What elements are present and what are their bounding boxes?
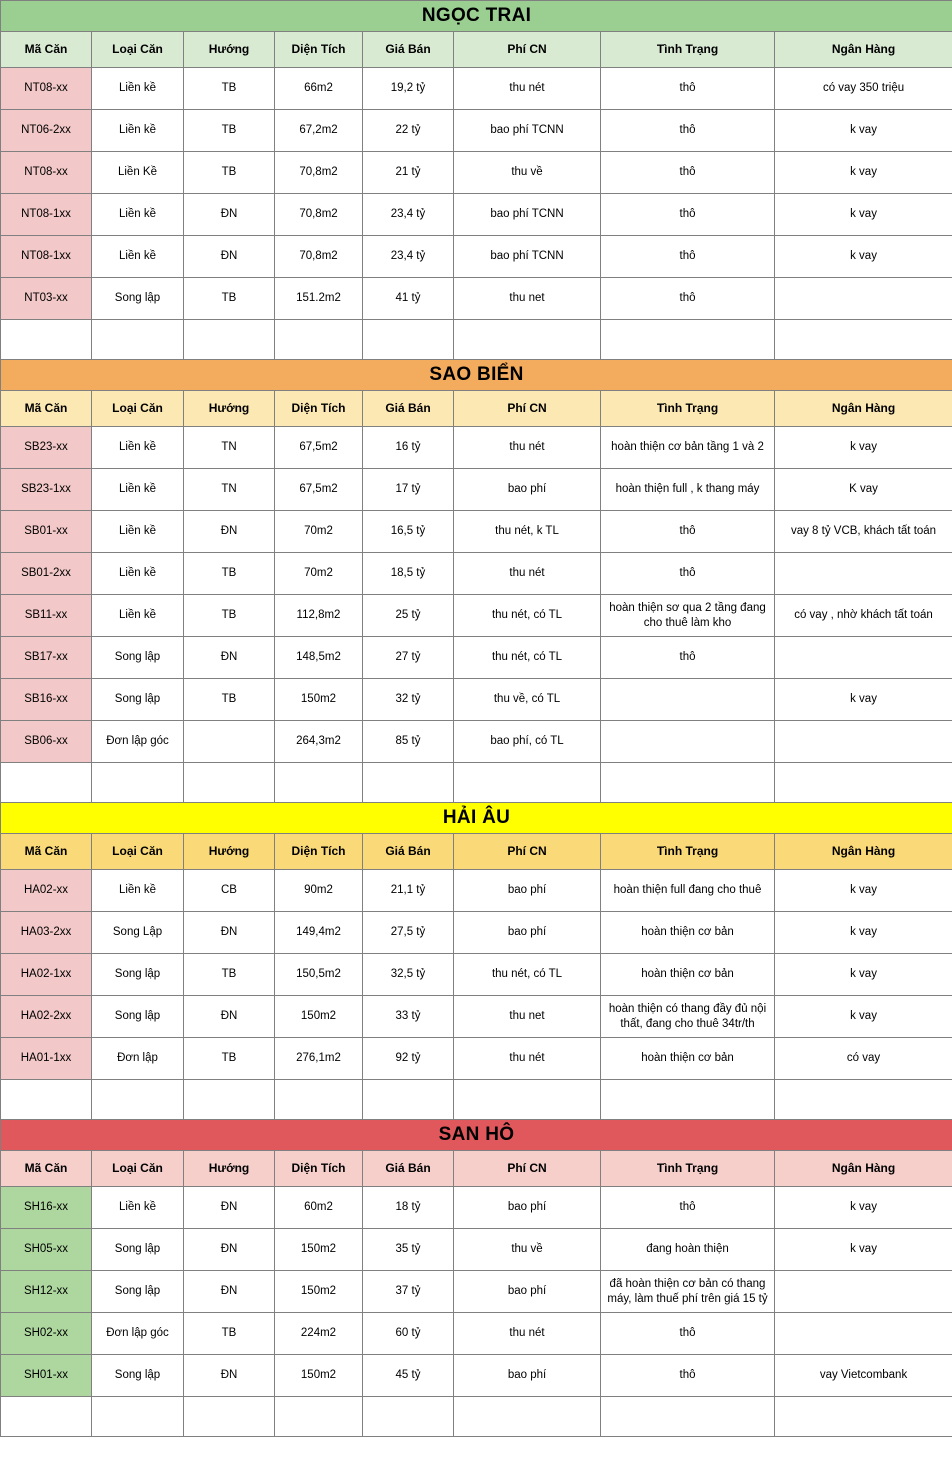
cell-5[interactable]: thu nét [454, 1313, 601, 1355]
cell-1[interactable]: Liền kề [92, 595, 184, 637]
spacer-cell [363, 763, 454, 803]
spacer-cell [275, 320, 363, 360]
cell-4[interactable]: 23,4 tỷ [363, 194, 454, 236]
table-row[interactable] [1, 553, 952, 595]
section-title-sanho: SAN HÔ [1, 1120, 952, 1151]
column-header-cell: Phí CN [454, 1151, 601, 1187]
column-header-cell: Mã Căn [1, 1151, 92, 1187]
cell-7[interactable]: k vay [775, 236, 952, 278]
cell-7[interactable]: K vay [775, 469, 952, 511]
cell-1[interactable]: Liền Kề [92, 152, 184, 194]
cell-4[interactable]: 32,5 tỷ [363, 954, 454, 996]
cell-7[interactable]: k vay [775, 996, 952, 1038]
cell-6[interactable]: thô [601, 1355, 775, 1397]
cell-2[interactable] [184, 721, 275, 763]
cell-5[interactable]: thu nét, có TL [454, 637, 601, 679]
cell-2[interactable]: TB [184, 679, 275, 721]
table-row[interactable] [1, 595, 952, 637]
cell-3[interactable]: 70m2 [275, 553, 363, 595]
cell-3[interactable]: 150m2 [275, 1229, 363, 1271]
table-row[interactable] [1, 954, 952, 996]
column-header-cell: Phí CN [454, 834, 601, 870]
cell-5[interactable]: thu nét [454, 1038, 601, 1080]
cell-1[interactable]: Liền kề [92, 236, 184, 278]
cell-3[interactable]: 150m2 [275, 996, 363, 1038]
table-row[interactable] [1, 1187, 952, 1229]
cell-7[interactable]: k vay [775, 679, 952, 721]
cell-7[interactable]: k vay [775, 194, 952, 236]
cell-7[interactable] [775, 637, 952, 679]
cell-7[interactable] [775, 278, 952, 320]
cell-6[interactable]: hoàn thiện cơ bản [601, 912, 775, 954]
cell-6[interactable]: hoàn thiện cơ bản tầng 1 và 2 [601, 427, 775, 469]
cell-7[interactable]: vay 8 tỷ VCB, khách tất toán [775, 511, 952, 553]
cell-2[interactable]: TB [184, 152, 275, 194]
cell-2[interactable]: TB [184, 954, 275, 996]
column-header-cell: Loại Căn [92, 391, 184, 427]
cell-2[interactable]: TB [184, 110, 275, 152]
cell-4[interactable]: 25 tỷ [363, 595, 454, 637]
cell-2[interactable]: ĐN [184, 1187, 275, 1229]
cell-3[interactable]: 149,4m2 [275, 912, 363, 954]
table-row[interactable] [1, 194, 952, 236]
cell-4[interactable]: 45 tỷ [363, 1355, 454, 1397]
cell-5[interactable]: bao phí [454, 912, 601, 954]
cell-4[interactable]: 41 tỷ [363, 278, 454, 320]
cell-3[interactable]: 60m2 [275, 1187, 363, 1229]
cell-2[interactable]: TB [184, 1313, 275, 1355]
cell-6[interactable]: hoàn thiện full , k thang máy [601, 469, 775, 511]
cell-3[interactable]: 66m2 [275, 68, 363, 110]
column-header-cell: Giá Bán [363, 391, 454, 427]
table-row[interactable] [1, 469, 952, 511]
column-header-row [1, 32, 952, 68]
spacer-cell [775, 320, 952, 360]
cell-3[interactable]: 70,8m2 [275, 236, 363, 278]
cell-2[interactable]: TB [184, 68, 275, 110]
column-header-cell: Hướng [184, 391, 275, 427]
cell-6[interactable] [601, 679, 775, 721]
cell-unit-code[interactable]: NT08-1xx [1, 194, 92, 236]
table-row[interactable] [1, 996, 952, 1038]
cell-6[interactable]: thô [601, 1313, 775, 1355]
column-header-cell: Loại Căn [92, 834, 184, 870]
cell-5[interactable]: bao phí, có TL [454, 721, 601, 763]
cell-2[interactable]: ĐN [184, 996, 275, 1038]
spacer-cell [275, 763, 363, 803]
cell-4[interactable]: 60 tỷ [363, 1313, 454, 1355]
cell-4[interactable]: 85 tỷ [363, 721, 454, 763]
cell-1[interactable]: Liền kề [92, 870, 184, 912]
cell-6[interactable]: thô [601, 152, 775, 194]
cell-7[interactable]: k vay [775, 1187, 952, 1229]
column-header-cell: Giá Bán [363, 834, 454, 870]
cell-3[interactable]: 151.2m2 [275, 278, 363, 320]
cell-unit-code[interactable]: SB06-xx [1, 721, 92, 763]
spacer-cell [184, 1397, 275, 1437]
cell-4[interactable]: 23,4 tỷ [363, 236, 454, 278]
cell-1[interactable]: Song lập [92, 996, 184, 1038]
cell-7[interactable]: có vay 350 triệu [775, 68, 952, 110]
cell-7[interactable]: có vay , nhờ khách tất toán [775, 595, 952, 637]
spacer-cell [92, 1080, 184, 1120]
spacer-cell [363, 1397, 454, 1437]
spacer-cell [363, 1080, 454, 1120]
cell-unit-code[interactable]: SB23-xx [1, 427, 92, 469]
column-header-cell: Diện Tích [275, 1151, 363, 1187]
spacer-cell [454, 1080, 601, 1120]
cell-1[interactable]: Song lập [92, 954, 184, 996]
cell-5[interactable]: bao phí TCNN [454, 194, 601, 236]
spacer-cell [1, 320, 92, 360]
cell-7[interactable] [775, 1271, 952, 1313]
cell-3[interactable]: 150,5m2 [275, 954, 363, 996]
cell-4[interactable]: 37 tỷ [363, 1271, 454, 1313]
cell-4[interactable]: 35 tỷ [363, 1229, 454, 1271]
cell-5[interactable]: thu nét [454, 553, 601, 595]
column-header-cell: Loại Căn [92, 32, 184, 68]
cell-1[interactable]: Đơn lập góc [92, 1313, 184, 1355]
cell-unit-code[interactable]: HA02-xx [1, 870, 92, 912]
column-header-cell: Phí CN [454, 32, 601, 68]
cell-4[interactable]: 21,1 tỷ [363, 870, 454, 912]
column-header-cell: Giá Bán [363, 32, 454, 68]
cell-5[interactable]: thu nét, có TL [454, 595, 601, 637]
cell-4[interactable]: 18,5 tỷ [363, 553, 454, 595]
spacer-cell [275, 1397, 363, 1437]
spacer-cell [775, 1397, 952, 1437]
column-header-cell: Diện Tích [275, 834, 363, 870]
cell-unit-code[interactable]: SH16-xx [1, 1187, 92, 1229]
column-header-cell: Diện Tích [275, 32, 363, 68]
spacer-cell [92, 763, 184, 803]
table-row[interactable] [1, 870, 952, 912]
table-row[interactable] [1, 278, 952, 320]
cell-unit-code[interactable]: SB16-xx [1, 679, 92, 721]
cell-1[interactable]: Song lập [92, 637, 184, 679]
column-header-cell: Mã Căn [1, 391, 92, 427]
column-header-cell: Giá Bán [363, 1151, 454, 1187]
cell-1[interactable]: Liền kề [92, 469, 184, 511]
cell-6[interactable]: thô [601, 110, 775, 152]
cell-2[interactable]: TB [184, 553, 275, 595]
cell-5[interactable]: thu về, có TL [454, 679, 601, 721]
cell-3[interactable]: 276,1m2 [275, 1038, 363, 1080]
spacer-cell [601, 320, 775, 360]
spacer-cell [275, 1080, 363, 1120]
cell-5[interactable]: thu về [454, 1229, 601, 1271]
table-row[interactable] [1, 637, 952, 679]
cell-4[interactable]: 17 tỷ [363, 469, 454, 511]
cell-unit-code[interactable]: SH01-xx [1, 1355, 92, 1397]
cell-1[interactable]: Song lập [92, 679, 184, 721]
spacer-cell [454, 320, 601, 360]
section-title-row [1, 360, 952, 391]
cell-1[interactable]: Liền kề [92, 553, 184, 595]
cell-unit-code[interactable]: NT08-xx [1, 152, 92, 194]
cell-3[interactable]: 150m2 [275, 1355, 363, 1397]
column-header-cell: Mã Căn [1, 32, 92, 68]
column-header-cell: Ngân Hàng [775, 391, 952, 427]
cell-4[interactable]: 32 tỷ [363, 679, 454, 721]
cell-unit-code[interactable]: SH02-xx [1, 1313, 92, 1355]
cell-7[interactable]: k vay [775, 152, 952, 194]
cell-7[interactable]: k vay [775, 870, 952, 912]
cell-7[interactable]: k vay [775, 427, 952, 469]
spacer-cell [601, 1397, 775, 1437]
spacer-cell [184, 1080, 275, 1120]
cell-6[interactable]: hoàn thiện cơ bản [601, 1038, 775, 1080]
table-row[interactable] [1, 912, 952, 954]
cell-5[interactable]: bao phí TCNN [454, 236, 601, 278]
spacer-cell [363, 320, 454, 360]
cell-1[interactable]: Song Lập [92, 912, 184, 954]
cell-7[interactable]: k vay [775, 954, 952, 996]
cell-3[interactable]: 70,8m2 [275, 194, 363, 236]
spacer-cell [775, 763, 952, 803]
column-header-cell: Phí CN [454, 391, 601, 427]
table-row[interactable] [1, 679, 952, 721]
cell-unit-code[interactable]: HA02-1xx [1, 954, 92, 996]
cell-7[interactable]: có vay [775, 1038, 952, 1080]
column-header-cell: Hướng [184, 32, 275, 68]
table-row[interactable] [1, 427, 952, 469]
cell-3[interactable]: 67,5m2 [275, 469, 363, 511]
cell-7[interactable]: k vay [775, 912, 952, 954]
spacer-cell [454, 763, 601, 803]
spacer-row [1, 763, 952, 803]
spacer-cell [601, 763, 775, 803]
section-title-row [1, 803, 952, 834]
cell-5[interactable]: thu nét [454, 427, 601, 469]
cell-3[interactable]: 264,3m2 [275, 721, 363, 763]
column-header-row [1, 1151, 952, 1187]
spacer-cell [92, 320, 184, 360]
section-title-ngoctrai: NGỌC TRAI [1, 1, 952, 32]
table-row[interactable] [1, 1038, 952, 1080]
column-header-row [1, 391, 952, 427]
table-row[interactable] [1, 721, 952, 763]
cell-6[interactable]: hoàn thiện có thang đầy đủ nội thất, đang cho thuê 34tr/th [601, 996, 775, 1038]
cell-6[interactable]: hoàn thiện sơ qua 2 tầng đang cho thuê làm kho [601, 595, 775, 637]
spacer-cell [92, 1397, 184, 1437]
cell-5[interactable]: thu về [454, 152, 601, 194]
cell-1[interactable]: Song lập [92, 1229, 184, 1271]
cell-4[interactable]: 27 tỷ [363, 637, 454, 679]
cell-unit-code[interactable]: HA02-2xx [1, 996, 92, 1038]
cell-unit-code[interactable]: HA01-1xx [1, 1038, 92, 1080]
column-header-cell: Hướng [184, 1151, 275, 1187]
cell-2[interactable]: ĐN [184, 1355, 275, 1397]
cell-5[interactable]: bao phí [454, 1271, 601, 1313]
cell-3[interactable]: 67,5m2 [275, 427, 363, 469]
cell-4[interactable]: 18 tỷ [363, 1187, 454, 1229]
column-header-cell: Loại Căn [92, 1151, 184, 1187]
spacer-cell [454, 1397, 601, 1437]
cell-6[interactable]: thô [601, 194, 775, 236]
column-header-cell: Tình Trạng [601, 32, 775, 68]
cell-2[interactable]: ĐN [184, 1271, 275, 1313]
cell-unit-code[interactable]: NT03-xx [1, 278, 92, 320]
table-row[interactable] [1, 68, 952, 110]
cell-1[interactable]: Đơn lập góc [92, 721, 184, 763]
cell-6[interactable]: thô [601, 1187, 775, 1229]
cell-1[interactable]: Liền kề [92, 511, 184, 553]
cell-unit-code[interactable]: SH12-xx [1, 1271, 92, 1313]
cell-7[interactable] [775, 553, 952, 595]
cell-unit-code[interactable]: SB01-xx [1, 511, 92, 553]
cell-1[interactable]: Song lập [92, 1355, 184, 1397]
column-header-cell: Mã Căn [1, 834, 92, 870]
cell-4[interactable]: 21 tỷ [363, 152, 454, 194]
table-row[interactable] [1, 1313, 952, 1355]
section-title-haiau: HẢI ÂU [1, 803, 952, 834]
cell-6[interactable]: đã hoàn thiện cơ bản có thang máy, làm thuế phí trên giá 15 tỷ [601, 1271, 775, 1313]
spacer-cell [1, 1080, 92, 1120]
cell-unit-code[interactable]: HA03-2xx [1, 912, 92, 954]
cell-2[interactable]: TB [184, 1038, 275, 1080]
spacer-cell [775, 1080, 952, 1120]
cell-2[interactable]: ĐN [184, 194, 275, 236]
column-header-cell: Hướng [184, 834, 275, 870]
table-row[interactable] [1, 1271, 952, 1313]
cell-5[interactable]: bao phí TCNN [454, 110, 601, 152]
cell-7[interactable]: k vay [775, 1229, 952, 1271]
cell-4[interactable]: 16 tỷ [363, 427, 454, 469]
cell-2[interactable]: TN [184, 469, 275, 511]
cell-1[interactable]: Song lập [92, 278, 184, 320]
column-header-cell: Tình Trạng [601, 834, 775, 870]
cell-3[interactable]: 70,8m2 [275, 152, 363, 194]
table-row[interactable] [1, 110, 952, 152]
table-row[interactable] [1, 1355, 952, 1397]
cell-unit-code[interactable]: NT08-1xx [1, 236, 92, 278]
cell-6[interactable]: thô [601, 236, 775, 278]
spacer-cell [1, 763, 92, 803]
column-header-cell: Ngân Hàng [775, 32, 952, 68]
cell-1[interactable]: Song lập [92, 1271, 184, 1313]
cell-unit-code[interactable]: NT06-2xx [1, 110, 92, 152]
cell-6[interactable]: thô [601, 511, 775, 553]
cell-5[interactable]: thu nét, có TL [454, 954, 601, 996]
spacer-row [1, 320, 952, 360]
section-title-row [1, 1120, 952, 1151]
section-title-row [1, 1, 952, 32]
cell-2[interactable]: ĐN [184, 637, 275, 679]
cell-2[interactable]: ĐN [184, 511, 275, 553]
cell-2[interactable]: TB [184, 595, 275, 637]
cell-1[interactable]: Liền kề [92, 110, 184, 152]
cell-3[interactable]: 150m2 [275, 1271, 363, 1313]
table-row[interactable] [1, 1229, 952, 1271]
section-title-saobien: SAO BIỂN [1, 360, 952, 391]
cell-4[interactable]: 22 tỷ [363, 110, 454, 152]
cell-3[interactable]: 150m2 [275, 679, 363, 721]
column-header-cell: Diện Tích [275, 391, 363, 427]
cell-6[interactable]: hoàn thiện cơ bản [601, 954, 775, 996]
cell-3[interactable]: 67,2m2 [275, 110, 363, 152]
spacer-row [1, 1397, 952, 1437]
cell-unit-code[interactable]: SB01-2xx [1, 553, 92, 595]
cell-1[interactable]: Liền kề [92, 194, 184, 236]
spacer-cell [184, 763, 275, 803]
cell-5[interactable]: bao phí [454, 870, 601, 912]
spacer-cell [184, 320, 275, 360]
cell-unit-code[interactable]: SH05-xx [1, 1229, 92, 1271]
cell-2[interactable]: TN [184, 427, 275, 469]
cell-6[interactable] [601, 721, 775, 763]
table-row[interactable] [1, 511, 952, 553]
cell-3[interactable]: 112,8m2 [275, 595, 363, 637]
cell-7[interactable]: vay Vietcombank [775, 1355, 952, 1397]
cell-4[interactable]: 92 tỷ [363, 1038, 454, 1080]
cell-5[interactable]: thu nét, k TL [454, 511, 601, 553]
cell-2[interactable]: ĐN [184, 912, 275, 954]
cell-6[interactable]: thô [601, 68, 775, 110]
cell-1[interactable]: Liền kề [92, 427, 184, 469]
cell-3[interactable]: 70m2 [275, 511, 363, 553]
cell-3[interactable]: 90m2 [275, 870, 363, 912]
cell-1[interactable]: Đơn lập [92, 1038, 184, 1080]
column-header-cell: Tình Trạng [601, 391, 775, 427]
cell-4[interactable]: 16,5 tỷ [363, 511, 454, 553]
cell-3[interactable]: 224m2 [275, 1313, 363, 1355]
cell-4[interactable]: 19,2 tỷ [363, 68, 454, 110]
cell-7[interactable] [775, 1313, 952, 1355]
spacer-row [1, 1080, 952, 1120]
cell-1[interactable]: Liền kề [92, 68, 184, 110]
cell-3[interactable]: 148,5m2 [275, 637, 363, 679]
cell-unit-code[interactable]: SB17-xx [1, 637, 92, 679]
table-row[interactable] [1, 152, 952, 194]
column-header-cell: Ngân Hàng [775, 834, 952, 870]
cell-4[interactable]: 27,5 tỷ [363, 912, 454, 954]
cell-6[interactable]: thô [601, 637, 775, 679]
cell-5[interactable]: thu net [454, 996, 601, 1038]
cell-4[interactable]: 33 tỷ [363, 996, 454, 1038]
cell-unit-code[interactable]: NT08-xx [1, 68, 92, 110]
cell-2[interactable]: ĐN [184, 1229, 275, 1271]
cell-unit-code[interactable]: SB11-xx [1, 595, 92, 637]
cell-6[interactable]: đang hoàn thiện [601, 1229, 775, 1271]
cell-5[interactable]: thu nét [454, 68, 601, 110]
cell-6[interactable]: thô [601, 553, 775, 595]
column-header-cell: Ngân Hàng [775, 1151, 952, 1187]
cell-2[interactable]: TB [184, 278, 275, 320]
cell-6[interactable]: hoàn thiện full đang cho thuê [601, 870, 775, 912]
cell-6[interactable]: thô [601, 278, 775, 320]
cell-7[interactable]: k vay [775, 110, 952, 152]
spacer-cell [1, 1397, 92, 1437]
cell-5[interactable]: thu net [454, 278, 601, 320]
column-header-row [1, 834, 952, 870]
cell-5[interactable]: bao phí [454, 469, 601, 511]
cell-2[interactable]: CB [184, 870, 275, 912]
cell-5[interactable]: bao phí [454, 1187, 601, 1229]
cell-1[interactable]: Liền kề [92, 1187, 184, 1229]
cell-7[interactable] [775, 721, 952, 763]
column-header-cell: Tình Trạng [601, 1151, 775, 1187]
spacer-cell [601, 1080, 775, 1120]
cell-2[interactable]: ĐN [184, 236, 275, 278]
cell-5[interactable]: bao phí [454, 1355, 601, 1397]
cell-unit-code[interactable]: SB23-1xx [1, 469, 92, 511]
table-row[interactable] [1, 236, 952, 278]
